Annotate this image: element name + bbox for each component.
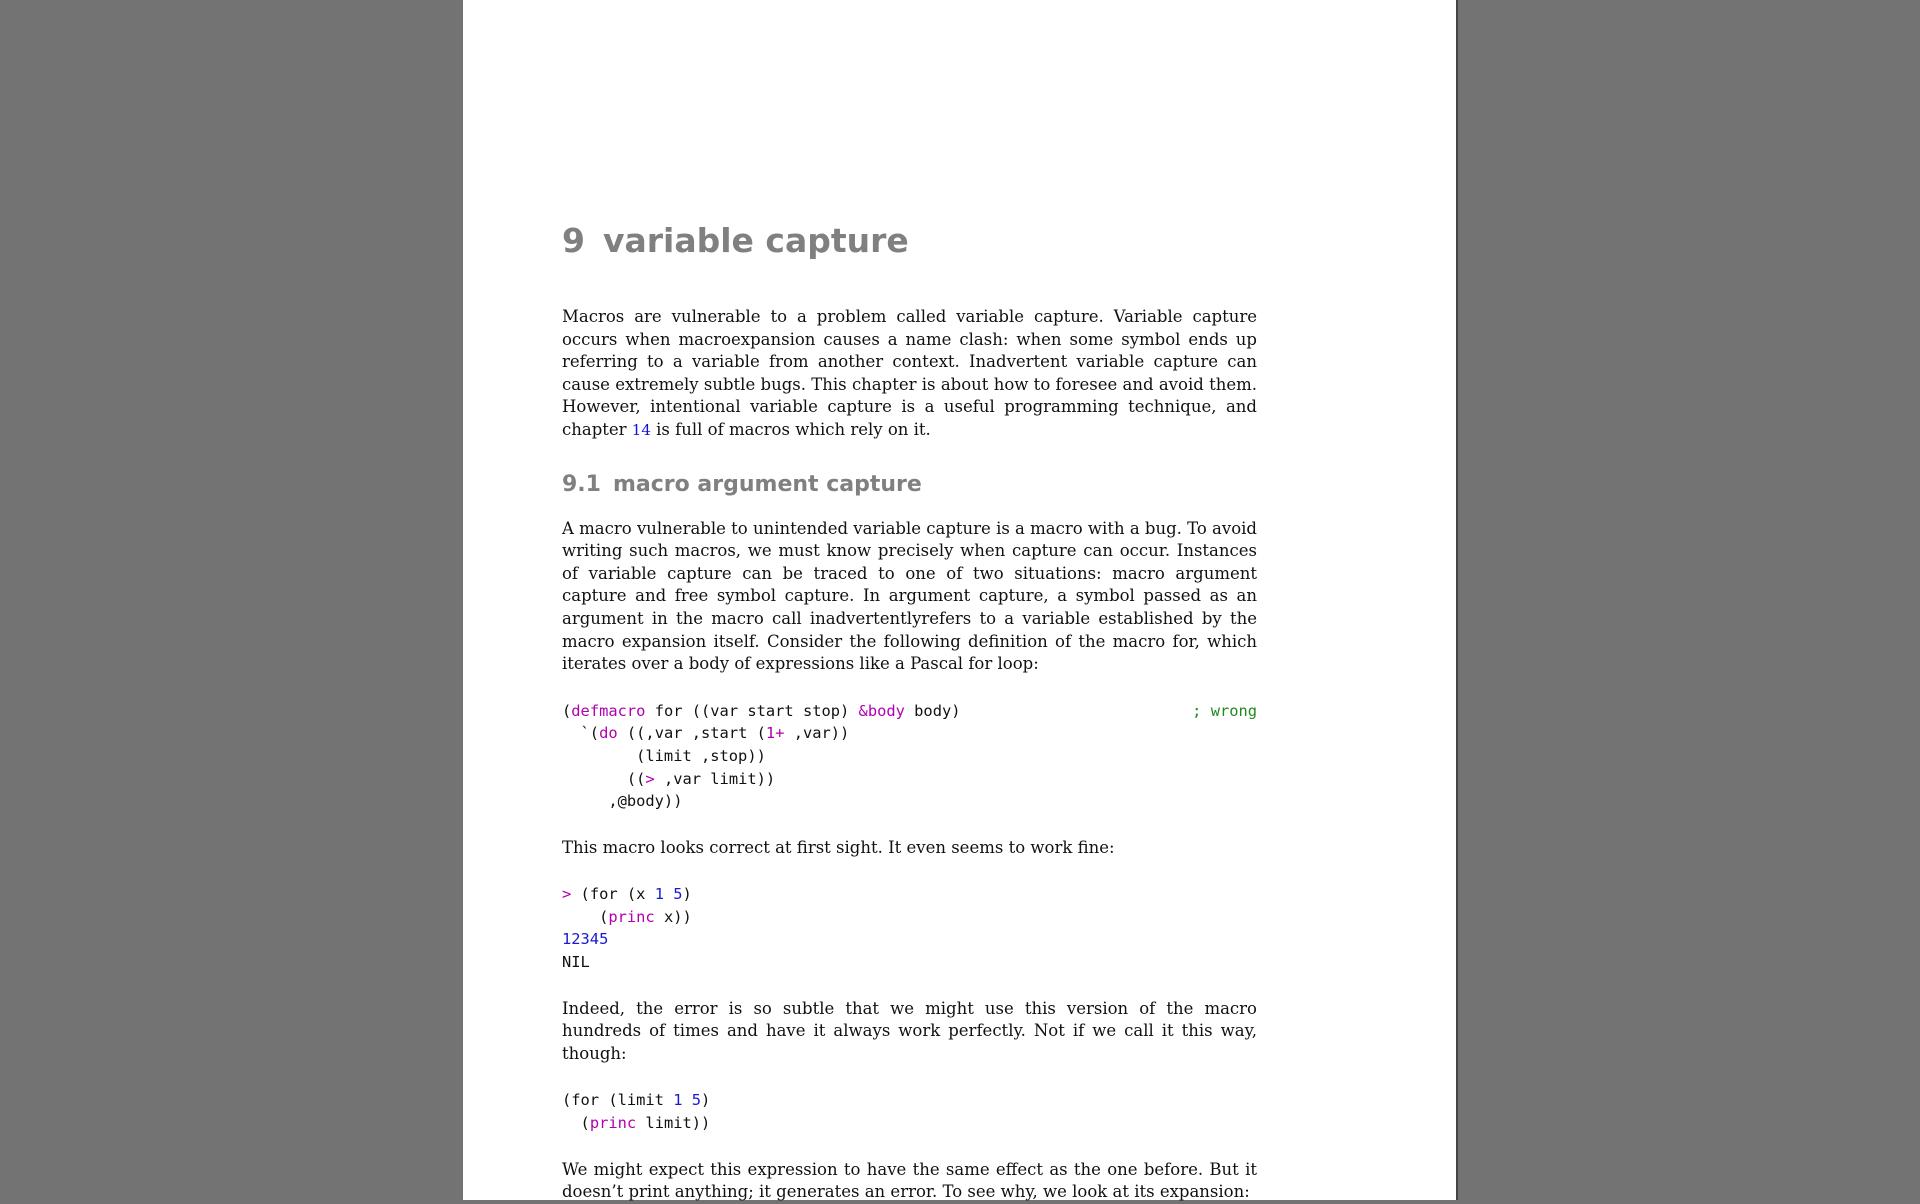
section-title-text: macro argument capture	[612, 471, 922, 497]
document-page	[463, 0, 1458, 1200]
code-block-defmacro-for: (defmacro for ((var start stop) &body body) ; wrong `(do ((,var ,start (1+ ,var)) (limit ,stop)) ((> ,var limit)) ,@body))	[562, 701, 1258, 811]
intro-paragraph	[562, 306, 1257, 442]
page-content	[562, 218, 1257, 1204]
code-comment: ; wrong	[1192, 701, 1258, 720]
paragraph-3: Indeed, the error is so subtle that we might use this version of the macro hundreds of times and have it always work perfectly. Not if we call it this way, though:	[562, 998, 1257, 1063]
chapter-title	[562, 218, 1257, 264]
paragraph-2: This macro looks correct at first sight. It even seems to work fine:	[562, 837, 1115, 857]
chapter-title-text: variable capture	[602, 221, 909, 260]
intro-text-b: is full of macros which rely on it.	[650, 419, 931, 439]
section-title	[562, 470, 1257, 500]
code-block-repl-example: > (for (x 1 5) (princ x)) 12345 NIL	[562, 885, 692, 972]
chapter-reference-link[interactable]: 14	[631, 420, 651, 439]
chapter-number: 9	[562, 221, 585, 260]
intro-text-a: Macros are vulnerable to a problem called variable capture. Variable capture occurs when macroexpansion causes a name clash: when some symbol ends up referring to a variable from another context. Inadvertent variable capture can cause extremely subtle bugs. This chapter is about how to foresee and avoid them. However, intentional variable capture is a useful programming technique, and chapter	[562, 307, 1257, 439]
section-number: 9.1	[562, 471, 601, 497]
paragraph-1: A macro vulnerable to unintended variable capture is a macro with a bug. To avoid writing such macros, we must know precisely when capture can occur. Instances of variable capture can be traced to one of two situations: macro argument capture and free symbol capture. In argument capture, a symbol passed as an argument in the macro call inadvertentlyrefers to a variable established by the macro expansion itself. Consider the following definition of the macro for, which iterates over a body of expressions like a Pascal for loop:	[562, 518, 1257, 674]
paragraph-4: We might expect this expression to have the same effect as the one before. But it doesn’t print anything; it generates an error. To see why, we look at its expansion:	[562, 1159, 1257, 1202]
code-block-limit-call: (for (limit 1 5) (princ limit))	[562, 1091, 711, 1133]
